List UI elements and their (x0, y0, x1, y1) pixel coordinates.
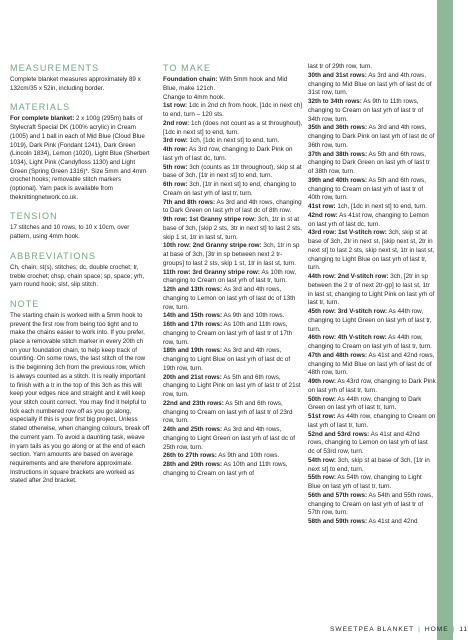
pattern-row (163, 312, 303, 321)
pattern-row-text: As 5th and 6th rows, changing to Cream on last yrh of last tr of 23rd row, turn. (163, 399, 293, 425)
pattern-row (308, 474, 436, 492)
pattern-row-text: 1ch, [1dc in next st] to end, turn. (187, 137, 280, 145)
pattern-row (308, 352, 436, 378)
pattern-row-lead: 35th and 36th rows: (308, 124, 368, 132)
footer-section: HOME (424, 626, 449, 633)
pattern-row-text: As 44th row, changing to Cream on last yrh of last tr, turn. (308, 334, 432, 350)
pattern-row-text: As 10th and 11th rows, changing to Cream on last yrh of (163, 461, 288, 477)
pattern-row-text: 3ch, [2tr in sp between the 2 tr of next 2tr-gp] to last st, 1tr in last st, changing to Light Pink on last yrh of last tr, turn. (308, 273, 435, 307)
pattern-row (163, 400, 303, 426)
materials-body: 2 x 100g (295m) balls of Stylecraft Special DK (100% acrylic) in Cream (1005) and 1 ball in each of Mid Blue (Cloud Blue 1019), Dark Pink (Fondant 1241), Dark Green (Lincoln 1834), Lemon (1020), Light Blue (Sherbert 1034), Light Pink (Candyfloss 1130) and Light Green (Spring Green 1316)*. Size 5mm and 4mm crochet hooks; removable stitch markers (optional). Yarn pack is available from theknittingnetwork.co.uk. (10, 115, 150, 201)
pattern-row-text: 3ch, skip st at base of 3ch, 2tr in next st, [skip next st, 2tr in next st] to last 2 sts, skip next st, 1tr in last st, changing to Light Blue on last yrh of last tr, turn. (308, 229, 435, 272)
pattern-row (163, 120, 303, 138)
pattern-row-lead: 56th and 57th rows: (308, 491, 368, 499)
pattern-rows-part-1 (163, 76, 303, 479)
pattern-row (308, 413, 436, 431)
pattern-row (163, 452, 303, 461)
pattern-row-lead: 26th to 27th rows: (163, 452, 217, 460)
column-to-make (163, 56, 303, 479)
abbreviations-text: Ch, chain; st(s), stitches; dc, double crochet; tr, treble crochet; chsp, chain space; sp, space; yrh, yarn round hook; slst, slip stitch. (10, 263, 145, 289)
pattern-row-lead: 6th row: (163, 181, 188, 188)
pattern-row-lead: 5th row: (163, 163, 188, 171)
heading-to-make: TO MAKE (163, 63, 212, 73)
pattern-row (308, 124, 436, 150)
pattern-row-text: As 10th and 11th rows, changing to Cream on last yrh of last tr of 17th row, turn. (163, 321, 293, 346)
heading-tension: TENSION (10, 211, 58, 222)
pattern-row-lead: 2nd row: (163, 119, 190, 127)
pattern-row-text: As 3rd and 4th rows, changing to Lemon on last yrh of last dc of 13th row, turn. (163, 286, 296, 311)
pattern-row-lead: 7th and 8th rows: (163, 198, 216, 206)
pattern-row-text: 3ch, [1tr in next st] to end, changing to Cream on last yrh of last tr, turn. (163, 181, 297, 197)
pattern-row-text: As 3rd and 4th rows, changing to Mid Blue on last yrh of last dc of 31st row, turn. (308, 71, 432, 97)
pattern-row-lead: 22nd and 23th rows: (163, 399, 224, 407)
pattern-row (163, 374, 303, 400)
column-materials (10, 56, 150, 486)
pattern-row (163, 286, 303, 312)
pattern-row-lead: Foundation chain: (163, 76, 218, 83)
pattern-row (163, 269, 303, 287)
pattern-row (308, 273, 436, 308)
pattern-row-lead: 18th and 19th rows: (163, 347, 223, 355)
pattern-row-lead: 28th and 29th rows: (163, 461, 223, 468)
pattern-row (163, 102, 303, 120)
pattern-row-text: As 5th and 6th rows, changing to Light Pink on last yrh of last tr of 21st row, turn. (163, 373, 301, 398)
pattern-row-lead: 10th row: 2nd Granny stripe row: (163, 242, 262, 250)
pattern-row (308, 308, 436, 334)
pattern-row (308, 151, 436, 177)
pattern-row-lead: 32th to 34th rows: (308, 98, 362, 105)
pattern-row-text: As 44th row, changing to Light Green on last yrh of last tr, turn. (308, 308, 432, 333)
pattern-row (163, 76, 303, 94)
pattern-row-text: As 9th and 10th rows. (222, 312, 285, 320)
pattern-row (163, 199, 303, 217)
pattern-rows-part-2 (308, 63, 436, 527)
pattern-row-lead: 20th and 21st rows: (163, 373, 222, 381)
pattern-row-lead: 42nd row: (308, 211, 338, 219)
pattern-row-text: As 3rd row, changing to Dark Pink on last yrh of last dc, turn. (163, 146, 293, 162)
pattern-row-text: As 41st and 42nd rows, changing to Mid Blue on last yrh of last dc of 48th row, turn. (308, 351, 435, 377)
heading-abbreviations: ABBREVIATIONS (10, 250, 97, 261)
pattern-row-lead: 11th row: 3rd Granny stripe row: (163, 268, 260, 276)
pattern-row (308, 431, 436, 457)
note-text: The starting chain is worked with a 5mm hook to prevent the first row from being too tight and to make the chains easier to work into. If you prefer, place a removable stitch marker in every 20th ch on your foundation chain, to help keep track of counting. On some rows, the last stitch of the row is the beginning 3ch from the previous row, which is always counted as a stitch. It is really important to finish with a tr in the top of this 3ch as this will keep your edges nice and straight and it will keep your stitch count correct. You may find it helpful to tick each numbered row off as you go along, especially if this is your first big project. Unless stated otherwise, when changing colours, break off the current yarn. To avoid a daunting task, weave in yarn tails as you go along or at the end of each section. Yarn amounts are based on average requirements and are therefore approximate. Instructions in square brackets are worked as stated after 2nd bracket. (10, 311, 150, 485)
pattern-row-lead: 3rd row: (163, 137, 188, 145)
measurements-text: Complete blanket measures approximately 89 x 132cm/35 x 52in, including border. (10, 76, 141, 92)
pattern-row-text: As 44th row, changing to Cream on last yrh of last tr, turn. (308, 413, 436, 429)
pattern-row (308, 72, 436, 98)
pattern-row-lead: 24th and 25th rows: (163, 426, 223, 433)
column-to-make-continued (308, 56, 436, 527)
pattern-row (308, 492, 436, 518)
pattern-row (163, 426, 303, 452)
pattern-row-lead: 52nd and 53rd rows: (308, 430, 370, 438)
pattern-row-text: 1dc in 2nd ch from hook, [1dc in next ch] to end, turn – 120 sts. (163, 102, 302, 118)
pattern-row-lead: 4th row: (163, 146, 188, 153)
pattern-row-lead: 58th and 59th rows: (308, 518, 368, 525)
pattern-row (163, 321, 303, 347)
pattern-row (163, 137, 303, 146)
pattern-row-text: As 43rd row, changing to Dark Pink on last yrh of last tr, turn. (308, 378, 436, 394)
pattern-row (163, 216, 303, 242)
pattern-row-text: As 41st and 42nd rows, changing to Lemon on last yrh of last dc of 53rd row, turn. (308, 430, 428, 455)
pattern-row-text: As 41st and 42nd (367, 518, 418, 525)
pattern-row (308, 457, 436, 475)
pattern-row (308, 203, 436, 212)
pattern-row-lead: 12th and 13th rows: (163, 286, 223, 293)
pattern-row-text: As 54th row, changing to Light Blue on last yrh of last tr, turn. (308, 474, 422, 490)
pattern-row-lead: 55th row: (308, 474, 336, 482)
pattern-row-text: As 9th to 11th rows, changing to Cream on last yrh of last tr of 34th row, turn. (308, 98, 424, 123)
materials-lead: For complete blanket: (10, 115, 75, 123)
pattern-row-lead: 9th row: 1st Granny stripe row: (163, 216, 257, 223)
pattern-row-lead: 54th row: (308, 456, 336, 464)
pattern-row-text: As 5th and 6th rows, changing to Cream on last yrh of last tr of 40th row, turn. (308, 176, 426, 202)
pattern-row (308, 396, 436, 414)
pattern-row (163, 461, 303, 479)
pattern-row-text: 3ch, 1tr in st at base of 3ch, [skip 2 sts, 3tr in next st] to last 2 sts, skip 1 st, 1tr in last st, turn. (163, 216, 302, 241)
side-color-stripe (437, 0, 453, 640)
pattern-row-text: 1ch, [1dc in next st] to end, turn. (335, 203, 428, 210)
pattern-row-lead: 43rd row: 1st V-stitch row: (308, 229, 387, 237)
pattern-row-text: As 3rd and 4th rows, changing to Light Blue on last yrh of last dc of 19th row, turn. (163, 347, 291, 372)
footer-separator-2: | (452, 626, 456, 633)
pattern-row (163, 146, 303, 164)
pattern-row-text: As 3rd and 4th rows, changing to Dark Pink on last yrh of last dc of 36th row, turn. (308, 124, 435, 149)
heading-note: NOTE (10, 298, 40, 309)
pattern-row-text: As 41st row, changing to Lemon on last yrh of last dc, turn. (308, 211, 429, 228)
pattern-row-lead: 41st row: (308, 203, 336, 210)
pattern-row-lead: 16th and 17th rows: (163, 321, 223, 328)
pattern-row (163, 94, 303, 103)
pattern-row-text: As 44th row, changing to Dark Green on last yrh of last tr, turn. (308, 395, 422, 412)
heading-measurements: MEASUREMENTS (10, 63, 100, 73)
pattern-row-text: 3ch, skip st at base of 3ch, [1tr in next st] to end, turn. (308, 456, 430, 473)
pattern-row-text: With 5mm hook and Mid Blue, make 121ch. (163, 76, 288, 92)
pattern-row-lead: 45th row: 3rd V-stitch row: (308, 308, 388, 315)
pattern-row-lead: 37th and 38th rows: (308, 150, 368, 158)
pattern-row (308, 98, 436, 124)
pattern-row-lead: 47th and 48th rows: (308, 351, 368, 359)
pattern-row (163, 347, 303, 373)
pattern-row (163, 181, 303, 199)
pattern-row-lead: 39th and 40th rows: (308, 176, 368, 184)
pattern-row (308, 229, 436, 273)
pattern-row (308, 518, 436, 527)
pattern-row-text: As 10th row, changing to Cream on last yrh of last tr, turn. (163, 268, 296, 285)
page-number: 11 (459, 626, 468, 633)
pattern-row-text: As 54th and 55th rows, changing to Cream on last yrh of last tr of 57th row, turn. (308, 491, 433, 517)
tension-text: 17 stitches and 10 rows, to 10 x 10cm, over pattern, using 4mm hook. (10, 224, 130, 241)
pattern-row-text: 1ch (does not count as a st throughout), [1dc in next st] to end, turn. (163, 119, 303, 136)
pattern-row-text: As 5th and 6th rows, changing to Dark Green on last yrh of last tr of 38th row, turn. (308, 150, 430, 175)
heading-materials: MATERIALS (10, 102, 71, 113)
pattern-row-text: 3ch, 1tr in sp at base of 3ch, [3tr in sp between next 2 tr-groups] to last 2 sts, skip 1 st, 1tr in last st, turn. (163, 242, 300, 267)
pattern-row-lead: 46th row: 4th V-stitch row: (308, 334, 387, 342)
pattern-row-text: 3ch (counts as 1tr throughout), skip st at base of 3ch, [1tr in next st] to end, turn. (163, 163, 302, 180)
pattern-row (163, 164, 303, 182)
pattern-row (308, 212, 436, 230)
pattern-row-lead: 1st row: (163, 102, 188, 110)
pattern-row-text: Change to 4mm hook. (163, 93, 225, 101)
pattern-row-lead: 49th row: (308, 378, 336, 385)
pattern-row-lead: 51st row: (308, 413, 336, 420)
pattern-row (308, 63, 436, 72)
page-footer (330, 626, 468, 633)
pattern-row-text: As 9th and 10th rows. (216, 452, 280, 460)
pattern-row-lead: 44th row: 2nd V-stitch row: (308, 273, 389, 280)
pattern-row-text: As 3rd and 4th rows, changing to Light Green on last yrh of last dc of 25th row, turn. (163, 426, 295, 451)
pattern-row (308, 334, 436, 352)
pattern-row-lead: 14th and 15th rows: (163, 312, 223, 320)
pattern-row-lead: 30th and 31st rows: (308, 71, 367, 79)
pattern-row (163, 242, 303, 268)
footer-separator-1: | (418, 626, 421, 633)
pattern-row (308, 177, 436, 203)
pattern-row-text: last tr of 29th row, turn. (308, 63, 373, 70)
materials-text (10, 115, 150, 202)
footer-title: SWEETPEA BLANKET (330, 626, 415, 633)
pattern-row (308, 378, 436, 396)
pattern-row-text: As 3rd and 4th rows, changing to Dark Green on last yrh of last dc of 8th row. (163, 198, 302, 215)
pattern-row-lead: 50th row: (308, 395, 336, 403)
